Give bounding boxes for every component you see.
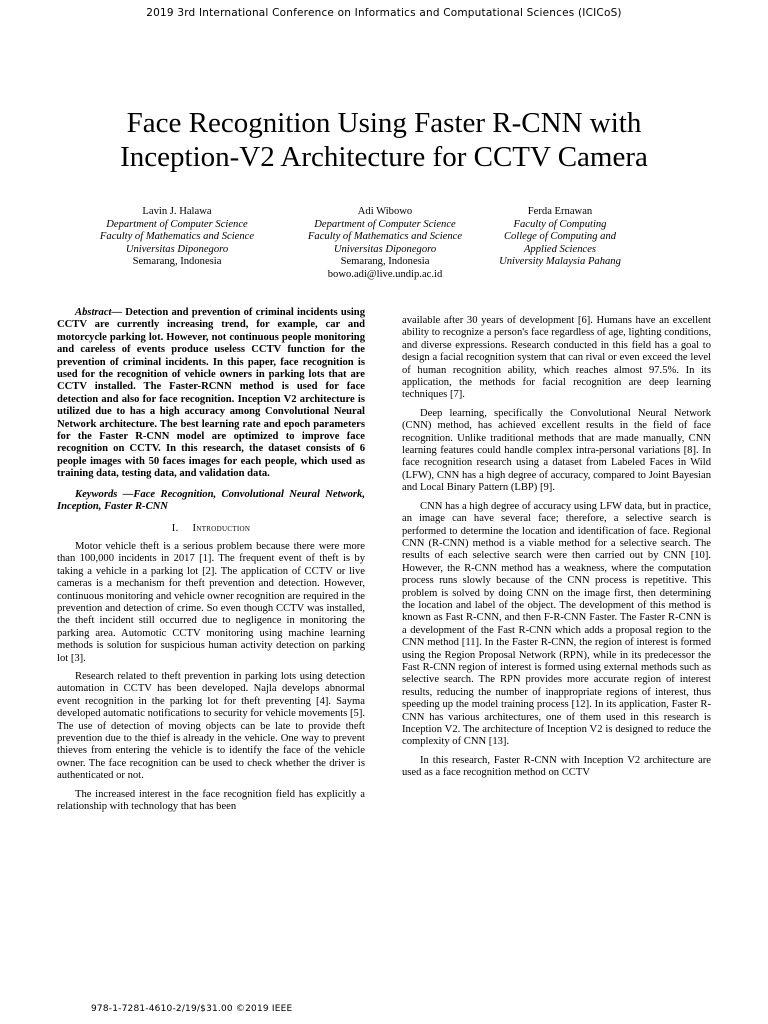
author-block (0, 206, 768, 286)
paper-title (60, 106, 708, 174)
abstract (57, 307, 365, 481)
keywords (57, 489, 365, 514)
conference-header: 2019 3rd International Conference on Informatics and Computational Sciences (ICICoS) (146, 7, 622, 19)
abstract-text: Detection and prevention of criminal incidents using CCTV are currently increasing trend, for example, car and motorcycle parking lot. However, not continuous people monitoring and careless of events produce useless CCTV function for the prevention of criminal incidents. In this paper, face recognition is used for the recognition of vehicle owners in parking lots that are CCTV installed. The Faster-RCNN method is used for face detection and also for face recognition. Inception V2 architecture is utilized due to has a high accuracy among Convolutional Neural Network architecture. The best learning rate and epoch parameters for the Faster R-CNN model are optimized to improve face recognition on CCTV. In this research, the dataset consists of 6 people images with 50 faces images for each people, which used as training data, testing data, and validation data. (57, 307, 365, 480)
author-name: Adi Wibowo (357, 206, 413, 217)
author-1 (77, 206, 277, 269)
author-email: bowo.adi@live.undip.ac.id (327, 268, 443, 280)
left-column (57, 307, 365, 819)
body-paragraph: The increased interest in the face recognition field has explicitly a relationship with technology that has been (57, 788, 365, 813)
author-affiliation: Applied Sciences (523, 243, 597, 255)
section-title: Introduction (192, 522, 251, 534)
paper-title-line-2: Inception-V2 Architecture for CCTV Camera (120, 141, 648, 173)
author-location: Semarang, Indonesia (340, 256, 430, 268)
copyright-footer: 978-1-7281-4610-2/19/$31.00 ©2019 IEEE (91, 1004, 293, 1014)
body-paragraph: available after 30 years of development [6]. Humans have an excellent ability to recognize a person's face regardless of age, lighting conditions, and diverse expressions. Research conducted in this field has a goal to design a facial recognition system that can rival or even exceed the level of human recognition ability, which reaches almost 97.5%. In its application, the methods for facial recognition are deep learning techniques [7]. (402, 315, 711, 401)
section-number: I. (171, 522, 179, 534)
paper-title-line-1: Face Recognition Using Faster R-CNN with (126, 107, 642, 139)
author-affiliation: Universitas Diponegoro (333, 243, 437, 255)
author-affiliation: Universitas Diponegoro (125, 243, 229, 255)
keywords-label: Keywords — (75, 488, 134, 500)
author-affiliation: Faculty of Computing (513, 218, 607, 230)
author-name: Ferda Ernawan (527, 206, 593, 217)
body-paragraph: In this research, Faster R-CNN with Inception V2 architecture are used as a face recognition method on CCTV (402, 754, 711, 779)
body-paragraph: CNN has a high degree of accuracy using LFW data, but in practice, an image can have several face; therefore, a selective search is performed to determine the location and identification of face. Regional CNN (R-CNN) method is a viable method for a selective search. The results of each selective search were then carried out by CNN [10]. However, the R-CNN method has a weakness, where the computation process runs slowly because of the CNN process is repetitive. This problem is solved by doing CNN on the image first, then determining the location and label of the object. The development of this method is known as Fast R-CNN, and then F-R-CNN Faster. The Faster R-CNN is a development of the Fast R-CNN which adds a proposal region to the CNN method [11]. In the Faster R-CNN, the region of interest is formed using the Region Proposal Network (RPN), while in its predecessor the Fast R-CNN region of interest is formed using external methods such as selective search. The RPN provides more accurate region of interest results, reducing the number of inappropriate regions of interest, thus speeding up the model training process [12]. In its application, Faster R-CNN has various architectures, one of them used in this research is Inception V2. The architecture of Inception V2 is designed to reduce the complexity of CNN [13]. (402, 500, 711, 748)
author-name: Lavin J. Halawa (142, 206, 212, 217)
author-affiliation: Faculty of Mathematics and Science (307, 231, 463, 243)
author-affiliation: University Malaysia Pahang (499, 256, 621, 268)
author-affiliation: Department of Computer Science (106, 218, 248, 230)
abstract-label: Abstract— (75, 307, 123, 318)
author-location: Semarang, Indonesia (132, 256, 222, 268)
section-heading-introduction (57, 523, 365, 535)
keywords-text: Face Recognition, Convolutional Neural Network, Inception, Faster R-CNN (57, 488, 365, 513)
author-affiliation: Faculty of Mathematics and Science (99, 231, 255, 243)
right-column (402, 315, 711, 786)
body-paragraph: Motor vehicle theft is a serious problem because there were more than 100,000 incidents in 2017 [1]. The frequent event of theft is by taking a vehicle in a parking lot [2]. The application of CCTV or live cameras is a mechanism for theft prevention and detection. However, continuous monitoring and vehicle owner recognition are required in the prevention and detection of crime. So even though CCTV was installed, the theft incident still occurred due to negligence in monitoring the parking area. Automotic CCTV monitoring using machine learning methods is solution for suspicious human activity detection on parking lot [3]. (57, 540, 365, 664)
body-paragraph: Deep learning, specifically the Convolutional Neural Network (CNN) method, has achieved excellent results in the field of face recognition. Unlike traditional methods that are made manually, CNN learning features could handle complex intra-personal variations [8]. In face recognition research using a dataset from Labeled Faces in Wild (LFW), CNN has a high degree of accuracy, compared to Joint Bayesian and Local Binary Pattern (LBP) [9]. (402, 407, 711, 494)
author-3 (460, 206, 660, 269)
author-affiliation: College of Computing and (503, 231, 617, 243)
body-paragraph: Research related to theft prevention in parking lots using detection automation in CCTV has been developed. Najla develops abnormal event recognition in the parking lot for theft preventing [4]. Sayma developed automatic notifications to security for vehicle movements [5]. The use of detection of moving objects can be late to provide theft prevention due to the thief is already in the vehicle. One way to prevent thieves from entering the vehicle is to identify the face of the vehicle owner. The face recognition can be used to check whether the driver is authenticated or not. (57, 670, 366, 782)
author-2 (285, 206, 485, 282)
author-affiliation: Department of Computer Science (314, 218, 456, 230)
